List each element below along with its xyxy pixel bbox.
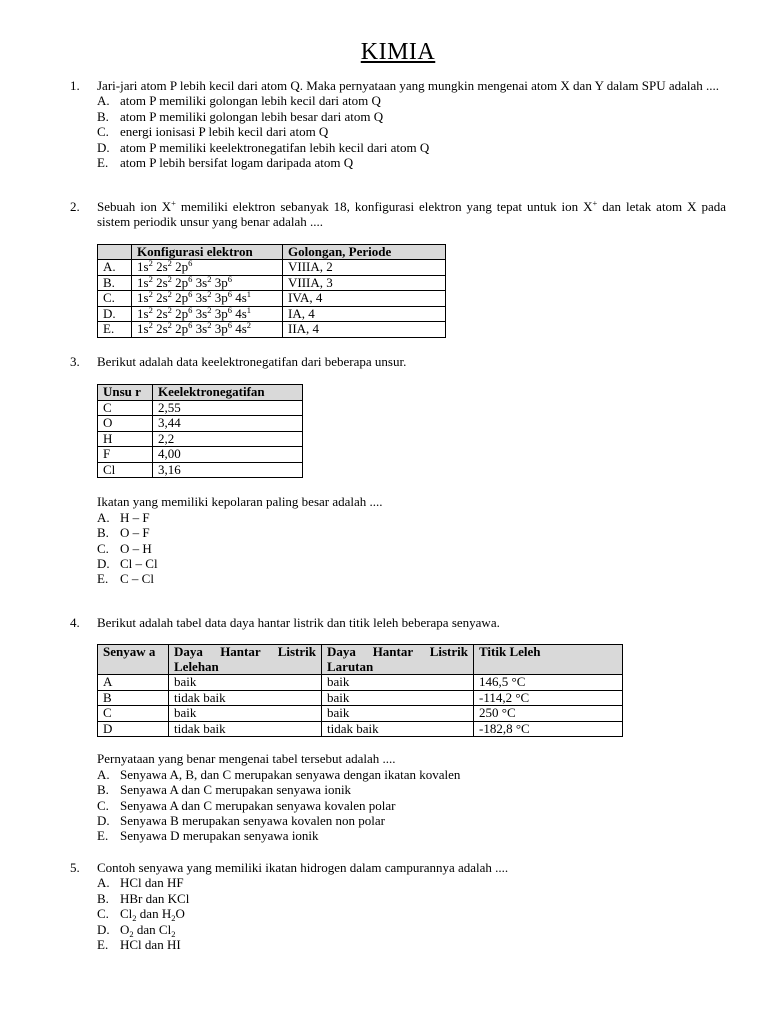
electron-count: 2	[207, 320, 212, 331]
question-number: 4.	[70, 615, 80, 630]
question-stem	[97, 199, 726, 230]
electron-count: 2	[167, 258, 172, 269]
option-text: Senyawa A dan C merupakan senyawa ionik	[120, 782, 352, 798]
formula-subscript: 2	[129, 928, 134, 939]
option-label-cell: D.	[98, 306, 132, 322]
element-cell: O	[98, 416, 153, 432]
electron-count: 6	[188, 258, 193, 269]
orbital: 2s	[156, 305, 168, 321]
formula-text: dan H	[136, 906, 172, 922]
group-period-cell: VIIIA, 3	[283, 275, 446, 291]
option-text: atom P memiliki golongan lebih kecil dari atom Q	[120, 93, 381, 109]
electron-count: 2	[148, 320, 153, 331]
formula-subscript: 2	[171, 913, 176, 924]
solution-conductivity-cell: baik	[322, 690, 474, 706]
table-row	[98, 690, 623, 706]
solution-conductivity-cell: baik	[322, 706, 474, 722]
electronegativity-cell: 3,16	[153, 462, 303, 478]
option-text: O – F	[120, 525, 150, 541]
orbital: 4s	[235, 290, 247, 306]
configuration-cell	[132, 322, 283, 338]
option-letter: E.	[97, 937, 109, 953]
question-number: 3.	[70, 354, 80, 369]
electron-count: 2	[167, 320, 172, 331]
table-header	[98, 244, 132, 260]
orbital: 2p	[175, 321, 189, 337]
element-cell: C	[98, 400, 153, 416]
option-letter: D.	[97, 139, 110, 155]
option-item	[97, 510, 726, 525]
question-2	[70, 199, 726, 338]
question-number: 5.	[70, 860, 80, 875]
electron-count: 6	[188, 320, 193, 331]
electron-count: 6	[227, 289, 232, 300]
option-item	[97, 767, 726, 782]
option-item	[97, 140, 726, 155]
formula-subscript: 2	[171, 928, 176, 939]
option-list	[97, 767, 726, 844]
option-item	[97, 525, 726, 540]
option-text: C – Cl	[120, 571, 154, 587]
orbital: 2s	[156, 274, 168, 290]
group-period-cell: IIA, 4	[283, 322, 446, 338]
melting-point-cell: 250 °C	[474, 706, 623, 722]
option-text: energi ionisasi P lebih kecil dari atom Q	[120, 124, 329, 140]
option-text	[120, 906, 185, 924]
formula-text: HCl dan HF	[120, 875, 184, 891]
table-header: Titik Leleh	[474, 645, 623, 675]
element-cell: H	[98, 431, 153, 447]
option-letter: E.	[97, 571, 109, 587]
option-item	[97, 571, 726, 586]
question-3	[70, 354, 726, 587]
option-label-cell: E.	[98, 322, 132, 338]
option-text: Senyawa A dan C merupakan senyawa kovalen polar	[120, 797, 396, 813]
compound-cell: C	[98, 706, 169, 722]
option-item	[97, 109, 726, 124]
question-1	[70, 78, 726, 170]
electron-count: 6	[188, 289, 193, 300]
option-text	[120, 875, 184, 890]
page-title: KIMIA	[360, 39, 436, 65]
option-item	[97, 93, 726, 108]
table-row	[98, 416, 303, 432]
option-item	[97, 155, 726, 170]
question-stem: Contoh senyawa yang memiliki ikatan hidrogen dalam campurannya adalah ....	[97, 860, 509, 875]
orbital: 3s	[195, 290, 208, 306]
option-letter: C.	[97, 124, 109, 140]
table-header: Senyaw a	[98, 645, 169, 675]
electron-count: 2	[167, 304, 172, 315]
orbital: 2s	[156, 290, 168, 306]
option-item	[97, 875, 726, 890]
question-stem: Berikut adalah data keelektronegatifan dari beberapa unsur.	[97, 354, 407, 369]
electron-count: 6	[188, 304, 193, 315]
option-letter: B.	[97, 782, 109, 798]
option-letter: E.	[97, 828, 109, 844]
table-row	[98, 675, 623, 691]
orbital: 2p	[175, 290, 189, 306]
option-letter: B.	[97, 525, 109, 541]
electronegativity-table	[97, 384, 303, 478]
option-list	[97, 510, 726, 587]
option-text: atom P lebih bersifat logam daripada atom Q	[120, 155, 354, 171]
solution-conductivity-cell: baik	[322, 675, 474, 691]
option-item	[97, 541, 726, 556]
orbital: 2p	[175, 274, 189, 290]
option-item	[97, 906, 726, 924]
sub-question: Ikatan yang memiliki kepolaran paling besar adalah ....	[97, 494, 383, 510]
option-letter: A.	[97, 509, 110, 525]
table-header: Unsu r	[98, 385, 153, 401]
orbital: 2s	[156, 321, 168, 337]
option-label-cell: B.	[98, 275, 132, 291]
table-row	[98, 447, 303, 463]
orbital: 3p	[214, 305, 228, 321]
electron-count: 1	[246, 304, 251, 315]
orbital: 2s	[156, 259, 168, 275]
formula-text: O	[175, 906, 185, 922]
electron-count: 1	[246, 289, 251, 300]
compound-cell: D	[98, 721, 169, 737]
option-text: Senyawa B merupakan senyawa kovalen non polar	[120, 813, 385, 829]
electron-count: 2	[207, 273, 212, 284]
option-label-cell: A.	[98, 260, 132, 276]
option-item	[97, 813, 726, 828]
table-header: Konfigurasi elektron	[132, 244, 283, 260]
stem-text: Sebuah ion X	[97, 199, 172, 214]
group-period-cell: VIIIA, 2	[283, 260, 446, 276]
formula-text: HBr dan KCl	[120, 890, 190, 906]
table-row	[98, 706, 623, 722]
option-text: atom P memiliki golongan lebih besar dari atom Q	[120, 108, 384, 124]
conductivity-table	[97, 644, 623, 737]
orbital: 3p	[214, 321, 228, 337]
electron-count: 2	[148, 258, 153, 269]
table-row	[98, 462, 303, 478]
orbital: 2p	[175, 305, 189, 321]
orbital: 3s	[195, 305, 208, 321]
option-letter: A.	[97, 875, 110, 891]
electron-count: 6	[188, 273, 193, 284]
table-header: Daya Hantar Listrik Larutan	[322, 645, 474, 675]
charge-superscript: +	[592, 198, 598, 208]
option-letter: C.	[97, 906, 109, 922]
option-label-cell: C.	[98, 291, 132, 307]
option-letter: E.	[97, 155, 109, 171]
table-row	[98, 322, 446, 338]
electronegativity-cell: 4,00	[153, 447, 303, 463]
question-number: 1.	[70, 78, 80, 93]
electronegativity-cell: 3,44	[153, 416, 303, 432]
option-letter: A.	[97, 93, 110, 109]
orbital: 1s	[137, 321, 149, 337]
option-item	[97, 828, 726, 843]
option-text	[120, 891, 189, 906]
electron-count: 2	[167, 289, 172, 300]
option-letter: C.	[97, 540, 109, 556]
table-row	[98, 431, 303, 447]
option-letter: D.	[97, 556, 110, 572]
charge-superscript: +	[171, 198, 176, 208]
option-letter: C.	[97, 797, 109, 813]
question-stem: Jari-jari atom P lebih kecil dari atom Q. Maka pernyataan yang mungkin mengenai atom X dan Y dalam SPU adalah ....	[97, 78, 720, 93]
table-header: Golongan, Periode	[283, 244, 446, 260]
option-item	[97, 556, 726, 571]
option-item	[97, 937, 726, 952]
electronegativity-cell: 2,55	[153, 400, 303, 416]
option-text: Senyawa A, B, dan C merupakan senyawa dengan ikatan kovalen	[120, 766, 461, 782]
melt-conductivity-cell: baik	[169, 675, 322, 691]
question-4	[70, 615, 726, 844]
solution-conductivity-cell: tidak baik	[322, 721, 474, 737]
formula-subscript: 2	[132, 913, 137, 924]
melt-conductivity-cell: baik	[169, 706, 322, 722]
option-item	[97, 798, 726, 813]
electron-count: 2	[148, 304, 153, 315]
group-period-cell: IVA, 4	[283, 291, 446, 307]
compound-cell: B	[98, 690, 169, 706]
electron-count: 2	[148, 273, 153, 284]
option-letter: A.	[97, 766, 110, 782]
option-letter: D.	[97, 921, 110, 937]
orbital: 3p	[214, 290, 228, 306]
option-letter: B.	[97, 108, 109, 124]
stem-text: memiliki elektron sebanyak 18, konfigurasi elektron yang tepat untuk ion X	[175, 199, 593, 214]
option-list	[97, 875, 726, 952]
orbital: 4s	[235, 305, 247, 321]
orbital: 4s	[235, 321, 247, 337]
table-row	[98, 400, 303, 416]
formula-text: Cl	[120, 906, 133, 922]
option-item	[97, 782, 726, 797]
electron-count: 6	[227, 273, 232, 284]
orbital: 1s	[137, 274, 149, 290]
formula-text: HCl dan HI	[120, 937, 181, 953]
option-text: H – F	[120, 509, 150, 525]
melt-conductivity-cell: tidak baik	[169, 721, 322, 737]
option-letter: D.	[97, 813, 110, 829]
melting-point-cell: 146,5 °C	[474, 675, 623, 691]
option-text: Cl – Cl	[120, 556, 158, 572]
stem-text: dan letak atom X pada sistem periodik unsur yang benar adalah ....	[97, 199, 726, 230]
table-row	[98, 721, 623, 737]
question-stem: Berikut adalah tabel data daya hantar listrik dan titik leleh beberapa senyawa.	[97, 615, 500, 630]
question-5	[70, 860, 726, 952]
option-text: O – H	[120, 540, 152, 556]
option-item	[97, 124, 726, 139]
orbital: 1s	[137, 290, 149, 306]
electron-count: 2	[167, 273, 172, 284]
electron-count: 2	[207, 289, 212, 300]
group-period-cell: IA, 4	[283, 306, 446, 322]
orbital: 1s	[137, 259, 149, 275]
electron-count: 2	[207, 304, 212, 315]
melting-point-cell: -182,8 °C	[474, 721, 623, 737]
option-letter: B.	[97, 890, 109, 906]
option-text	[120, 937, 181, 952]
melting-point-cell: -114,2 °C	[474, 690, 623, 706]
option-text: atom P memiliki keelektronegatifan lebih kecil dari atom Q	[120, 139, 430, 155]
electronegativity-cell: 2,2	[153, 431, 303, 447]
option-item	[97, 922, 726, 937]
orbital: 3s	[195, 321, 208, 337]
orbital: 2p	[175, 259, 189, 275]
option-text: Senyawa D merupakan senyawa ionik	[120, 828, 319, 844]
formula-text: dan Cl	[133, 921, 172, 937]
electron-count: 6	[227, 304, 232, 315]
table-header: Daya Hantar Listrik Lelehan	[169, 645, 322, 675]
sub-question: Pernyataan yang benar mengenai tabel tersebut adalah ....	[97, 751, 396, 767]
element-cell: F	[98, 447, 153, 463]
electron-count: 6	[227, 320, 232, 331]
table-header: Keelektronegatifan	[153, 385, 303, 401]
electron-count: 2	[246, 320, 251, 331]
orbital: 3p	[214, 274, 228, 290]
orbital: 3s	[195, 274, 208, 290]
orbital: 1s	[137, 305, 149, 321]
melt-conductivity-cell: tidak baik	[169, 690, 322, 706]
formula-text: O	[120, 921, 130, 937]
option-list	[97, 93, 726, 170]
compound-cell: A	[98, 675, 169, 691]
option-text	[120, 922, 175, 937]
configuration-table	[97, 244, 446, 338]
option-item	[97, 891, 726, 906]
question-number: 2.	[70, 199, 80, 214]
element-cell: Cl	[98, 462, 153, 478]
electron-count: 2	[148, 289, 153, 300]
